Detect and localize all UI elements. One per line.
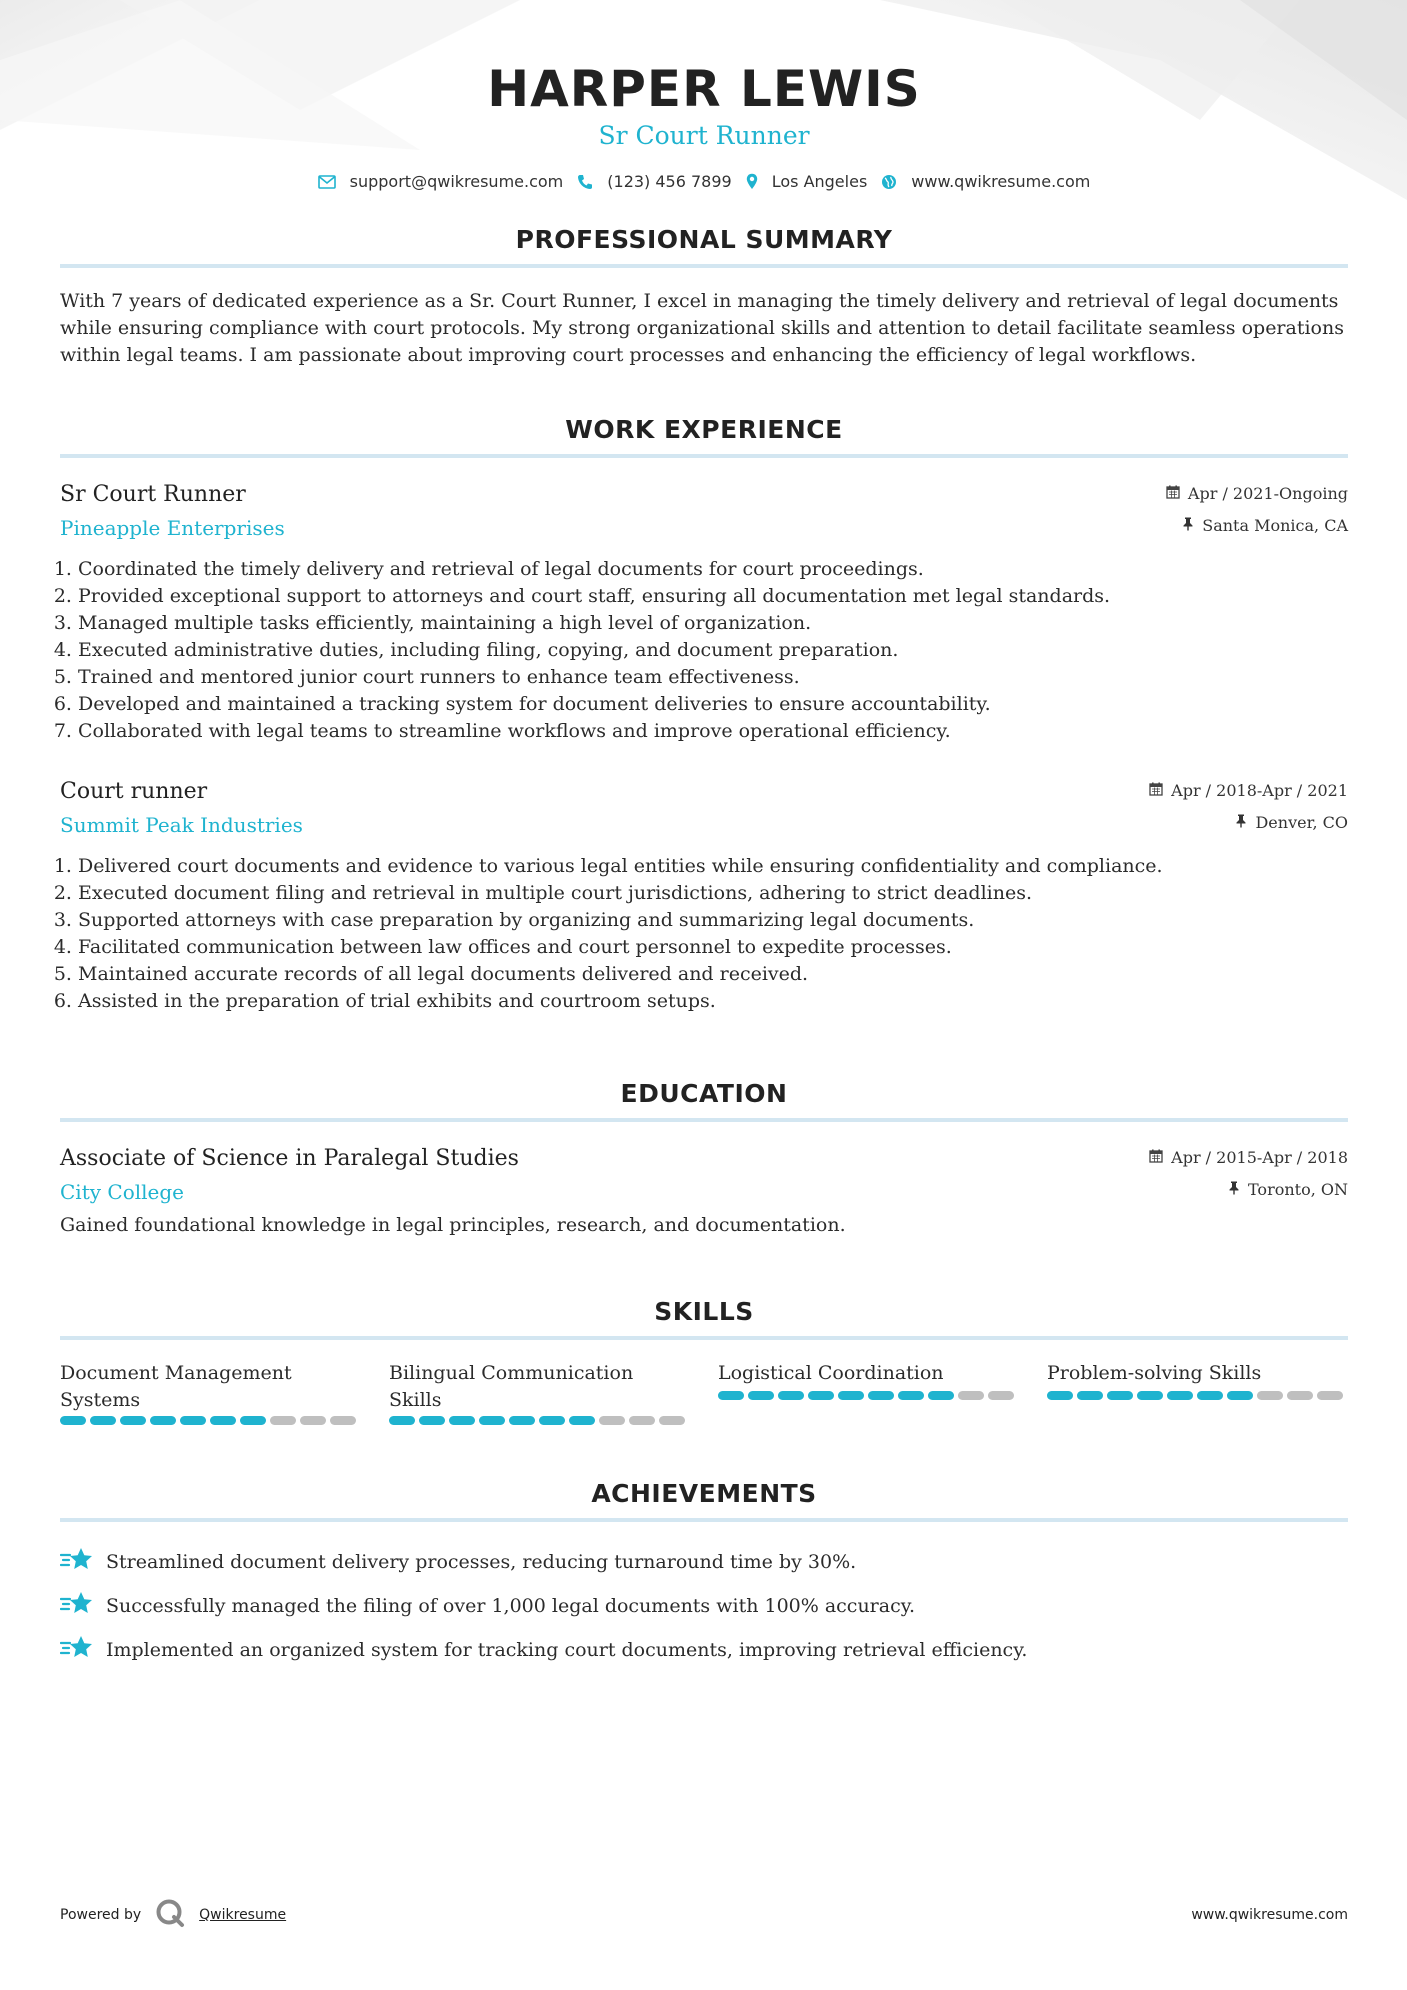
education-dates [1149, 1144, 1348, 1170]
powered-by-label: Powered by [60, 1907, 142, 1923]
summary-heading: PROFESSIONAL SUMMARY [515, 225, 893, 254]
resume-page [60, 0, 1348, 1672]
skill-segment-empty [1257, 1391, 1283, 1400]
skill-segment-filled [240, 1416, 266, 1425]
job-entry [60, 777, 1348, 1015]
section-divider [60, 1336, 1348, 1340]
skill-segment-filled [389, 1416, 415, 1425]
qwikresume-logo-icon [155, 1898, 185, 1932]
skill-segment-filled [1167, 1391, 1193, 1400]
contact-phone[interactable] [577, 172, 731, 191]
job-dates-text: Apr / 2021-Ongoing [1187, 483, 1348, 503]
achievement-text: Successfully managed the filing of over 1,000 legal documents with 100% accuracy. [106, 1595, 915, 1617]
skill-segment-filled [569, 1416, 595, 1425]
list-item: 3. Supported attorneys with case preparation by organizing and summarizing legal documents. [78, 907, 1348, 934]
star-icon [60, 1634, 94, 1667]
skill-segment-filled [1137, 1391, 1163, 1400]
section-divider [60, 1118, 1348, 1122]
section-divider [60, 1518, 1348, 1522]
location-text: Los Angeles [771, 172, 868, 191]
skill-segment-filled [509, 1416, 535, 1425]
list-item: 7. Collaborated with legal teams to streamline workflows and improve operational efficiency. [78, 718, 1348, 745]
section-divider [60, 454, 1348, 458]
skill-segment-filled [748, 1391, 774, 1400]
skill-segment-filled [1047, 1391, 1073, 1400]
section-divider [60, 264, 1348, 268]
skill-level-bar [718, 1391, 1017, 1400]
summary-text: With 7 years of dedicated experience as a Sr. Court Runner, I excel in managing the timely delivery and retrieval of legal documents while ensuring compliance with court protocols. My strong organizational skills and attention to detail facilitate seamless operations within legal teams. I am passionate about improving court processes and enhancing the efficiency of legal workflows. [60, 290, 1344, 366]
education-heading: EDUCATION [620, 1079, 788, 1108]
phone-text: (123) 456 7899 [607, 172, 732, 191]
skill-segment-filled [1197, 1391, 1223, 1400]
job-location [1149, 809, 1348, 835]
achievement-text: Streamlined document delivery processes, reducing turnaround time by 30%. [106, 1551, 857, 1573]
skill-segment-filled [808, 1391, 834, 1400]
contact-bar [60, 172, 1348, 191]
star-icon [60, 1590, 94, 1623]
list-item: 5. Trained and mentored junior court runners to enhance team effectiveness. [78, 664, 1348, 691]
skill-segment-filled [778, 1391, 804, 1400]
skill-segment-empty [1317, 1391, 1343, 1400]
duty-list [60, 556, 1348, 745]
job-title: Sr Court Runner [60, 482, 246, 507]
candidate-role: Sr Court Runner [598, 121, 810, 150]
pushpin-icon [1228, 1180, 1240, 1199]
footer-website[interactable]: www.qwikresume.com [1191, 1907, 1348, 1923]
resume-header [60, 0, 1348, 191]
list-item: 3. Managed multiple tasks efficiently, maintaining a high level of organization. [78, 610, 1348, 637]
education-location [1149, 1176, 1348, 1202]
achievement-text: Implemented an organized system for tracking court documents, improving retrieval efficiency. [106, 1639, 1028, 1661]
skill-level-bar [389, 1416, 688, 1425]
list-item: 4. Executed administrative duties, including filing, copying, and document preparation. [78, 637, 1348, 664]
skill-segment-empty [958, 1391, 984, 1400]
education-description: Gained foundational knowledge in legal principles, research, and documentation. [60, 1214, 846, 1236]
list-item: 1. Coordinated the timely delivery and retrieval of legal documents for court proceedings. [78, 556, 1348, 583]
list-item: 6. Assisted in the preparation of trial exhibits and courtroom setups. [78, 988, 1348, 1015]
skill-segment-filled [928, 1391, 954, 1400]
page-footer [60, 1898, 1348, 1932]
list-item: 2. Provided exceptional support to attorneys and court staff, ensuring all documentation met legal standards. [78, 583, 1348, 610]
summary-section [60, 225, 1348, 369]
skill-item [1047, 1360, 1346, 1425]
skill-level-bar [60, 1416, 359, 1425]
school-name: City College [60, 1180, 185, 1204]
skill-segment-empty [599, 1416, 625, 1425]
achievement-item [60, 1584, 1348, 1628]
achievement-item [60, 1628, 1348, 1672]
email-text: support@qwikresume.com [349, 172, 564, 191]
skill-segment-filled [479, 1416, 505, 1425]
envelope-icon [318, 175, 336, 189]
skill-segment-filled [539, 1416, 565, 1425]
skill-segment-empty [270, 1416, 296, 1425]
skill-item [60, 1360, 359, 1425]
skill-segment-empty [629, 1416, 655, 1425]
job-dates [1166, 480, 1348, 506]
job-title: Court runner [60, 779, 208, 804]
skill-name: Bilingual Communication Skills [389, 1362, 634, 1411]
list-item: 1. Delivered court documents and evidence to various legal entities while ensuring confidentiality and compliance. [78, 853, 1348, 880]
phone-icon [577, 174, 593, 190]
skill-segment-filled [838, 1391, 864, 1400]
education-section [60, 1079, 1348, 1239]
powered-by [60, 1898, 286, 1932]
skill-segment-filled [898, 1391, 924, 1400]
skill-segment-filled [1107, 1391, 1133, 1400]
contact-website[interactable] [881, 172, 1090, 191]
candidate-name: HARPER LEWIS [487, 60, 921, 118]
achievement-item [60, 1540, 1348, 1584]
job-location [1166, 512, 1348, 538]
calendar-icon [1166, 484, 1180, 503]
job-dates [1149, 777, 1348, 803]
skill-segment-filled [120, 1416, 146, 1425]
skill-name: Problem-solving Skills [1047, 1362, 1262, 1384]
achievements-section [60, 1479, 1348, 1672]
skill-segment-filled [150, 1416, 176, 1425]
globe-icon [881, 174, 897, 190]
website-text: www.qwikresume.com [911, 172, 1091, 191]
calendar-icon [1149, 781, 1163, 800]
skill-segment-filled [449, 1416, 475, 1425]
skill-segment-filled [868, 1391, 894, 1400]
list-item: 2. Executed document filing and retrieval in multiple court jurisdictions, adhering to strict deadlines. [78, 880, 1348, 907]
skill-segment-filled [180, 1416, 206, 1425]
experience-heading: WORK EXPERIENCE [565, 415, 843, 444]
skill-name: Document Management Systems [60, 1362, 292, 1411]
list-item: 5. Maintained accurate records of all legal documents delivered and received. [78, 961, 1348, 988]
skill-segment-filled [419, 1416, 445, 1425]
skills-heading: SKILLS [654, 1297, 754, 1326]
job-location-text: Denver, CO [1255, 812, 1348, 832]
list-item: 6. Developed and maintained a tracking system for document deliveries to ensure accountability. [78, 691, 1348, 718]
degree-title: Associate of Science in Paralegal Studies [60, 1146, 519, 1171]
company-name: Pineapple Enterprises [60, 516, 285, 540]
job-location-text: Santa Monica, CA [1202, 515, 1348, 535]
skill-name: Logistical Coordination [718, 1362, 944, 1384]
contact-location [746, 172, 868, 191]
job-entry [60, 480, 1348, 745]
skill-segment-empty [300, 1416, 326, 1425]
education-dates-text: Apr / 2015-Apr / 2018 [1171, 1147, 1348, 1167]
skill-segment-empty [1287, 1391, 1313, 1400]
skills-section [60, 1297, 1348, 1425]
skill-item [718, 1360, 1017, 1425]
skill-segment-empty [330, 1416, 356, 1425]
map-pin-icon [746, 173, 758, 190]
achievements-heading: ACHIEVEMENTS [591, 1479, 817, 1508]
skill-item [389, 1360, 688, 1425]
experience-section [60, 415, 1348, 1015]
skill-segment-filled [210, 1416, 236, 1425]
skill-segment-filled [1077, 1391, 1103, 1400]
skill-segment-filled [90, 1416, 116, 1425]
skill-level-bar [1047, 1391, 1346, 1400]
pushpin-icon [1182, 516, 1194, 535]
list-item: 4. Facilitated communication between law offices and court personnel to expedite processes. [78, 934, 1348, 961]
star-icon [60, 1546, 94, 1579]
duty-list [60, 853, 1348, 1015]
calendar-icon [1149, 1148, 1163, 1167]
pushpin-icon [1235, 813, 1247, 832]
skill-segment-filled [1227, 1391, 1253, 1400]
skill-segment-filled [60, 1416, 86, 1425]
skill-segment-empty [659, 1416, 685, 1425]
brand-link[interactable]: Qwikresume [199, 1907, 287, 1923]
skill-segment-filled [718, 1391, 744, 1400]
skill-segment-empty [988, 1391, 1014, 1400]
contact-email[interactable] [318, 172, 564, 191]
education-location-text: Toronto, ON [1248, 1179, 1348, 1199]
company-name: Summit Peak Industries [60, 813, 303, 837]
job-dates-text: Apr / 2018-Apr / 2021 [1171, 780, 1348, 800]
